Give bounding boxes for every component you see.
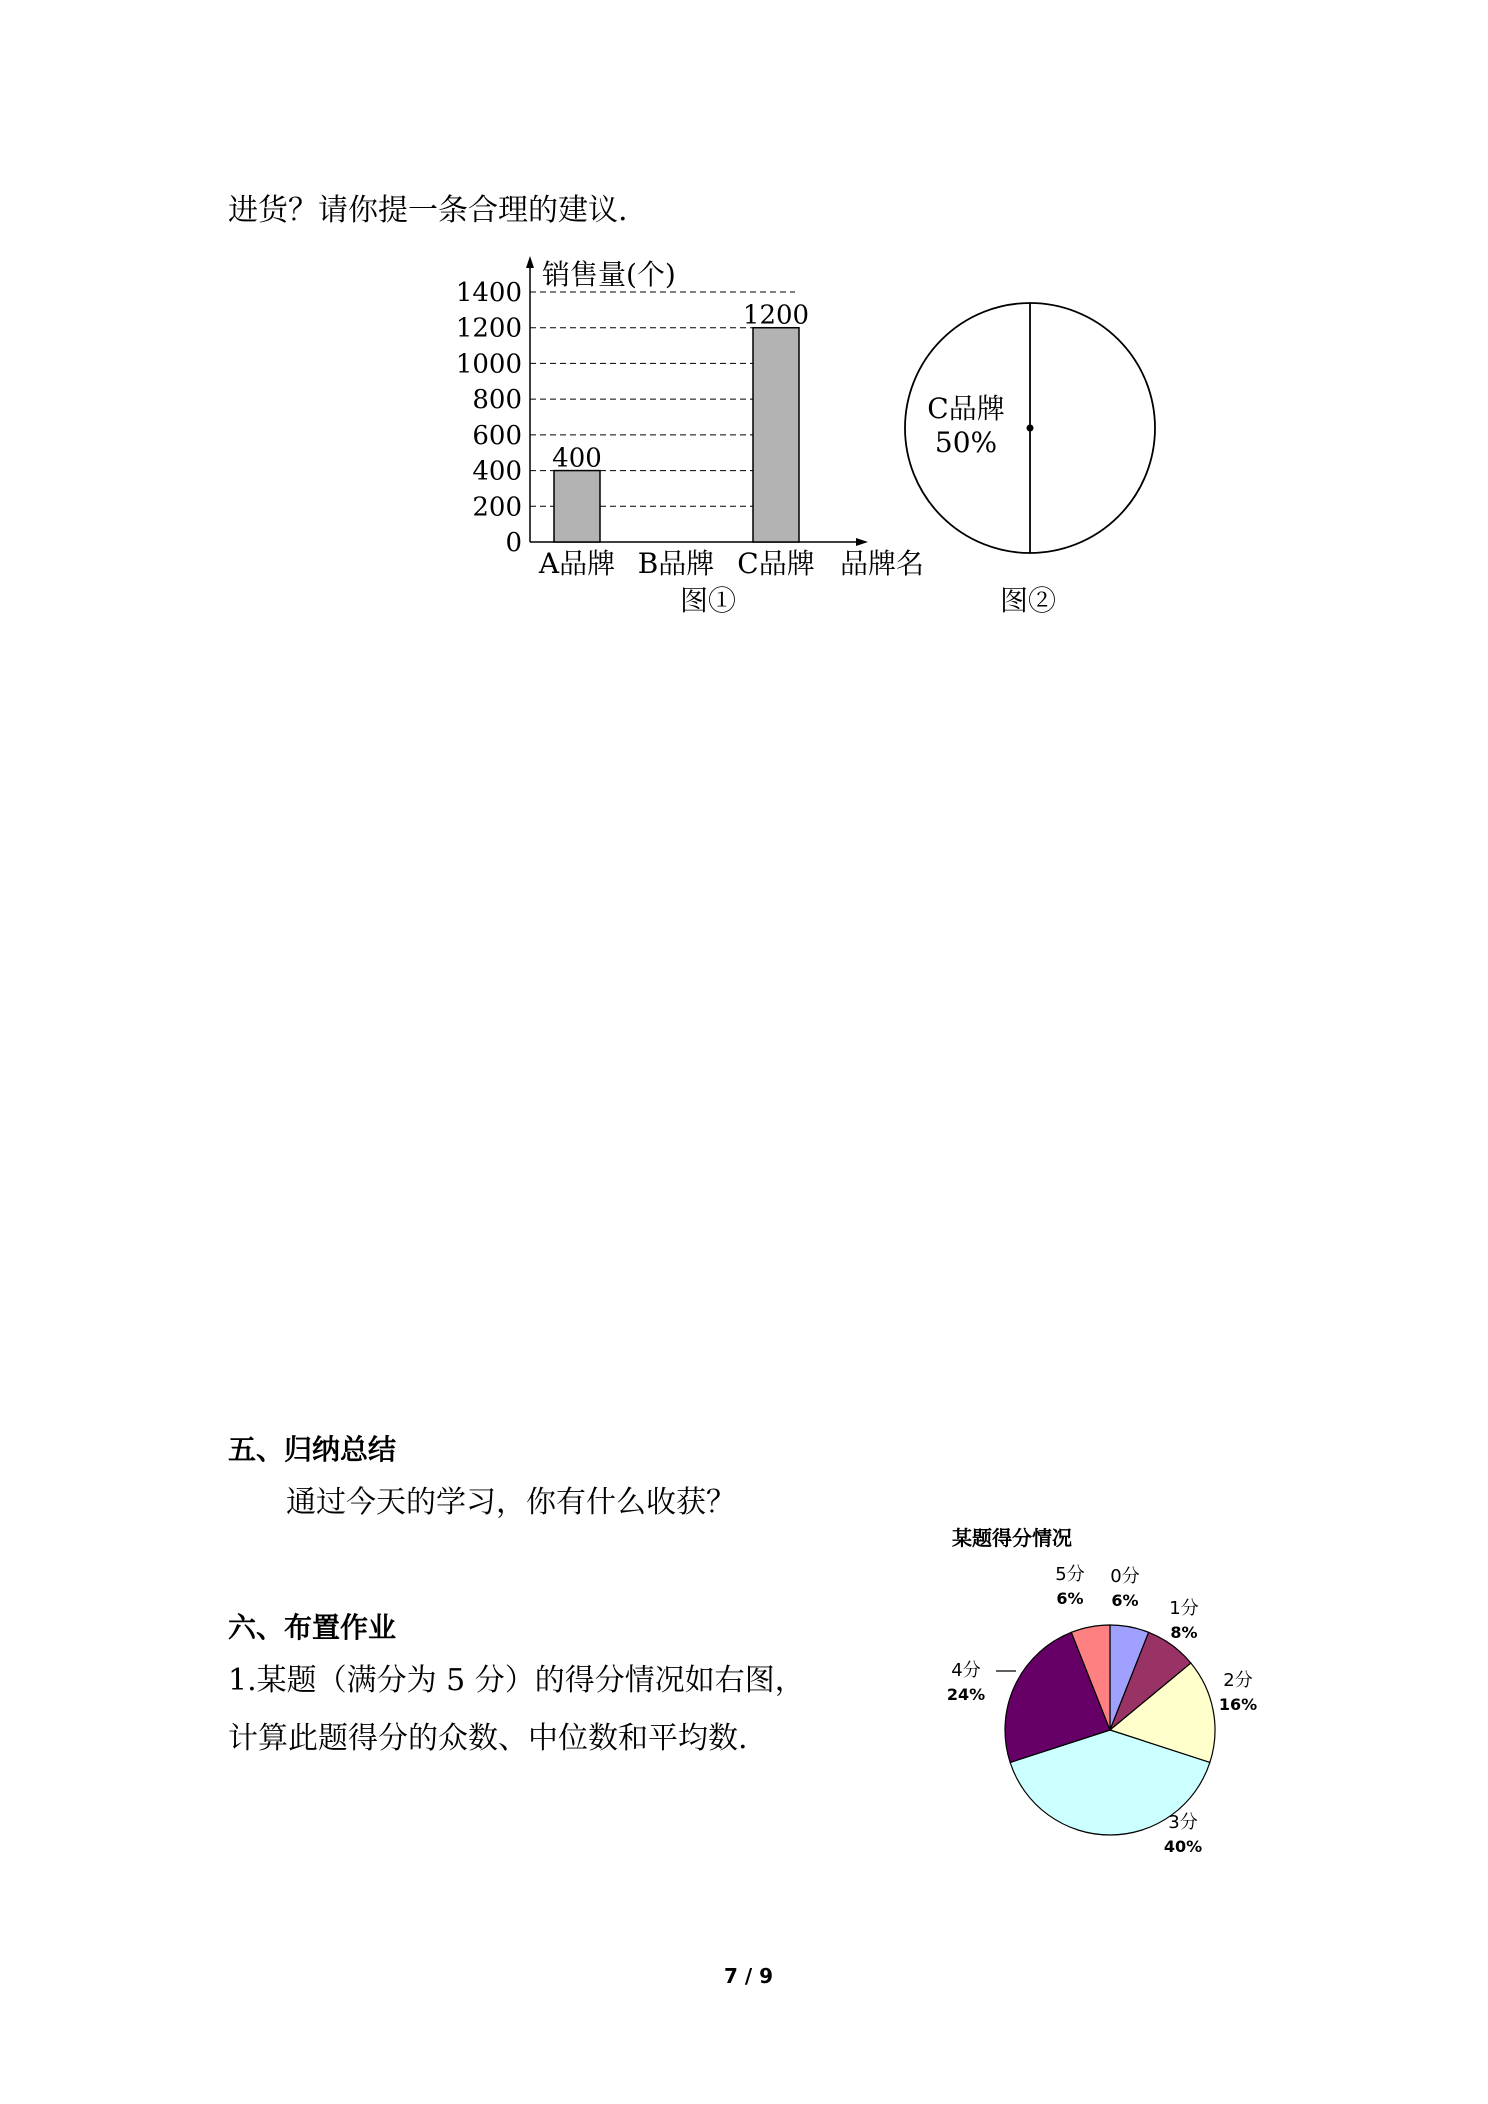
section5-heading: 五、归纳总结	[228, 1433, 397, 1466]
x-axis-label: 品牌名	[840, 547, 925, 580]
x-axis-arrow	[856, 538, 868, 546]
page-number: 7 / 9	[724, 1964, 774, 1988]
y-tick-label: 1200	[455, 313, 522, 344]
figure2-pie-chart	[900, 300, 1160, 560]
y-axis-arrow	[526, 256, 534, 268]
figure1-bar-chart	[450, 250, 970, 630]
slice-value-label: 24%	[946, 1685, 986, 1704]
pie-title: 某题得分情况	[952, 1526, 1072, 1550]
pie-center-dot	[1027, 425, 1034, 432]
slice-value-label: 6%	[1111, 1591, 1139, 1610]
slice-label: 2分	[1223, 1670, 1253, 1691]
bar-value-label: 1200	[742, 300, 810, 331]
category-label: A品牌	[538, 547, 616, 580]
section6-line2: 计算此题得分的众数、中位数和平均数.	[228, 1721, 748, 1756]
slice-label: 1分	[1169, 1598, 1199, 1619]
bar-value-label: 400	[552, 443, 602, 474]
y-tick-label: 800	[472, 385, 522, 416]
figure2-caption: 图②	[1000, 584, 1057, 617]
section6-line1: 1.某题（满分为 5 分）的得分情况如右图，	[228, 1663, 805, 1698]
y-tick-label: 0	[505, 528, 522, 558]
category-label: C品牌	[737, 547, 815, 580]
y-tick-label: 1000	[455, 349, 522, 380]
slice-value-label: 8%	[1170, 1623, 1198, 1642]
y-tick-label: 400	[472, 456, 522, 487]
figure1-caption: 图①	[680, 584, 737, 617]
pie-label-c-brand: C品牌	[927, 392, 1005, 425]
slice-label: 3分	[1168, 1812, 1198, 1833]
slice-label: 0分	[1110, 1566, 1140, 1587]
category-label: B品牌	[637, 547, 715, 580]
slice-value-label: 6%	[1056, 1589, 1084, 1608]
y-tick-label: 1400	[455, 278, 522, 308]
pie-value-c-brand: 50%	[934, 426, 998, 459]
y-tick-label: 600	[472, 420, 522, 451]
intro-text: 进货？请你提一条合理的建议.	[228, 193, 628, 228]
slice-value-label: 40%	[1163, 1837, 1203, 1856]
section5-text: 通过今天的学习，你有什么收获？	[286, 1485, 736, 1520]
slice-value-label: 16%	[1218, 1695, 1258, 1714]
slice-label: 5分	[1055, 1564, 1085, 1585]
score-pie-chart	[940, 1520, 1280, 1880]
slice-label: 4分	[951, 1660, 981, 1681]
bar	[753, 328, 799, 542]
y-tick-label: 200	[472, 492, 522, 523]
section6-heading: 六、布置作业	[228, 1611, 397, 1644]
y-axis-label: 销售量(个)	[542, 258, 676, 291]
bar	[554, 471, 600, 542]
